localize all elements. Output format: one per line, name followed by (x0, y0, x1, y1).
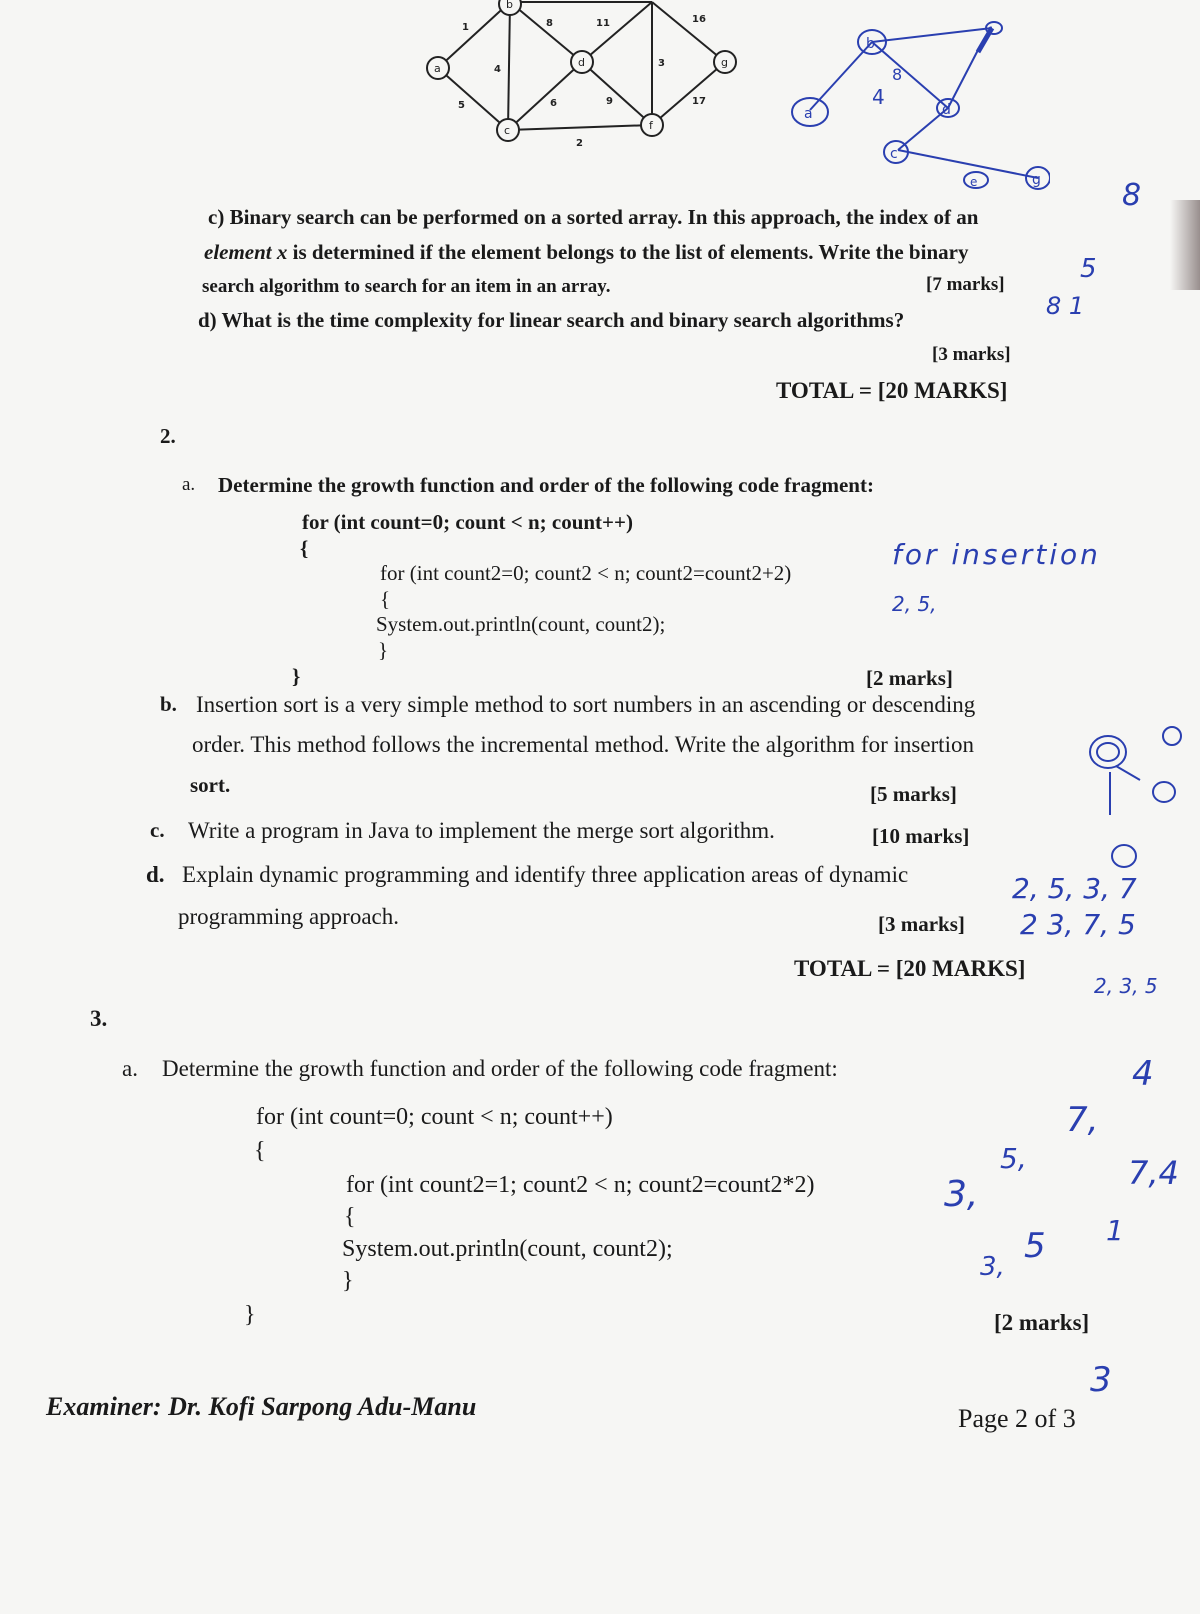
q1-total: TOTAL = [20 MARKS] (776, 378, 1008, 403)
q2b-line3: sort. (190, 773, 231, 797)
handwritten-note: 5 (1024, 1226, 1046, 1266)
weighted-graph-diagram (420, 0, 750, 150)
handwritten-note: 5 (1080, 254, 1097, 284)
q3-code-line: { (344, 1204, 356, 1230)
q1c-line2-rest: is determined if the element belongs to the list of elements. Write the binary (287, 240, 969, 264)
edge-weight: 11 (596, 18, 610, 29)
graph-node-g: g (721, 56, 728, 69)
q2-code-line: } (292, 664, 301, 688)
q3a-label: a. (122, 1056, 138, 1081)
q2-code-line: { (300, 536, 309, 560)
q2d-label: d. (146, 862, 165, 887)
sketch-node-b: b (866, 36, 875, 52)
handwritten-note: 4 (1132, 1054, 1154, 1094)
sketch-node-g: g (1032, 172, 1041, 188)
q1c-line1: c) Binary search can be performed on a sorted array. In this approach, the index of an (208, 205, 979, 229)
handwritten-note: 7,4 (1128, 1154, 1179, 1192)
edge-weight: 3 (658, 58, 665, 69)
q2c-text: Write a program in Java to implement the merge sort algorithm. (188, 818, 775, 843)
q2-code-line: System.out.println(count, count2); (376, 612, 666, 636)
handwritten-note: for insertion (892, 538, 1101, 571)
edge-weight: 8 (546, 18, 553, 29)
q2b-marks: [5 marks] (870, 782, 957, 806)
q3-code-line: } (244, 1302, 256, 1328)
q1c-element-x: element x (204, 240, 288, 264)
q3-code-line: System.out.println(count, count2); (342, 1236, 673, 1262)
q3a-marks: [2 marks] (994, 1310, 1090, 1335)
examiner-name: Examiner: Dr. Kofi Sarpong Adu-Manu (46, 1392, 477, 1421)
graph-node-b: b (506, 0, 513, 11)
edge-weight: 4 (494, 64, 501, 75)
sketch-node-f: f (988, 26, 992, 37)
graph-node-a: a (434, 62, 441, 75)
sketch-node-e: e (970, 175, 978, 189)
handwritten-note: 7, (1066, 1100, 1099, 1140)
handwritten-note: 3 (1090, 1360, 1112, 1400)
handwritten-note: 2, 5, 3, 7 (1012, 872, 1137, 905)
page-edge-shadow (1170, 200, 1200, 290)
handwritten-note: 3, (944, 1174, 979, 1215)
q1c-marks: [7 marks] (926, 274, 1005, 295)
graph-node-f: f (649, 119, 653, 132)
sketch-node-a: a (804, 106, 813, 122)
handwritten-note: 1 (1106, 1214, 1124, 1247)
sketch-node-c: c (890, 146, 898, 162)
page-number: Page 2 of 3 (958, 1404, 1076, 1433)
q1c-line2 (204, 240, 968, 265)
q2a-marks: [2 marks] (866, 666, 953, 690)
q2d-marks: [3 marks] (878, 912, 965, 936)
sketch-weight: 4 (872, 85, 885, 109)
q2-code-line: for (int count2=0; count2 < n; count2=count2+2) (380, 561, 792, 585)
edge-weight: 5 (458, 100, 465, 111)
edge-weight: 9 (606, 96, 613, 107)
edge-weight: 2 (576, 138, 583, 149)
q2b-line1: Insertion sort is a very simple method to sort numbers in an ascending or descending (196, 692, 976, 717)
handwritten-note: 3, (980, 1252, 1005, 1282)
q2c-label: c. (150, 818, 165, 842)
handwritten-note: 8 (1122, 178, 1142, 213)
q1d-marks: [3 marks] (932, 344, 1011, 365)
graph-node-c: c (504, 124, 511, 137)
edge-weight: 6 (550, 98, 557, 109)
q2-code-line: { (380, 587, 391, 611)
q3-code-line: for (int count=0; count < n; count++) (256, 1104, 613, 1130)
q2-code-line: for (int count=0; count < n; count++) (302, 510, 633, 534)
edge-weight: 1 (462, 22, 469, 33)
q2-number: 2. (160, 424, 176, 448)
graph-node-d: d (578, 56, 585, 69)
q2b-label: b. (160, 692, 177, 716)
q2-code-line: } (378, 638, 389, 662)
q2a-label: a. (182, 474, 196, 495)
handwritten-note: 8 1 (1046, 292, 1085, 320)
q1c-line3: search algorithm to search for an item in an array. (202, 276, 611, 297)
handwritten-note: 2, 5, (892, 592, 937, 616)
q2c-marks: [10 marks] (872, 824, 970, 848)
handwritten-graph-sketch (780, 0, 1050, 200)
q2b-line2: order. This method follows the incremental method. Write the algorithm for insertion (192, 732, 974, 757)
handwritten-note: 2 3, 7, 5 (1020, 908, 1136, 941)
q2d-line2: programming approach. (178, 904, 399, 929)
q3-code-line: for (int count2=1; count2 < n; count2=count2*2) (346, 1172, 815, 1198)
sketch-node-d: d (942, 102, 951, 118)
q2-total: TOTAL = [20 MARKS] (794, 956, 1026, 981)
q3-code-line: } (342, 1268, 354, 1294)
handwritten-note: 2, 3, 5 (1094, 974, 1158, 998)
handwritten-circles (1080, 720, 1190, 880)
q3-number: 3. (90, 1006, 108, 1031)
q3a-text: Determine the growth function and order of the following code fragment: (162, 1056, 838, 1081)
q1d-line: d) What is the time complexity for linear search and binary search algorithms? (198, 308, 905, 332)
handwritten-note: 5, (1000, 1142, 1027, 1175)
q2d-line1: Explain dynamic programming and identify three application areas of dynamic (182, 862, 909, 887)
edge-weight: 16 (692, 14, 706, 25)
q2a-text: Determine the growth function and order of the following code fragment: (218, 473, 874, 497)
q3-code-line: { (254, 1138, 266, 1164)
sketch-weight: 8 (892, 65, 903, 84)
edge-weight: 17 (692, 96, 706, 107)
